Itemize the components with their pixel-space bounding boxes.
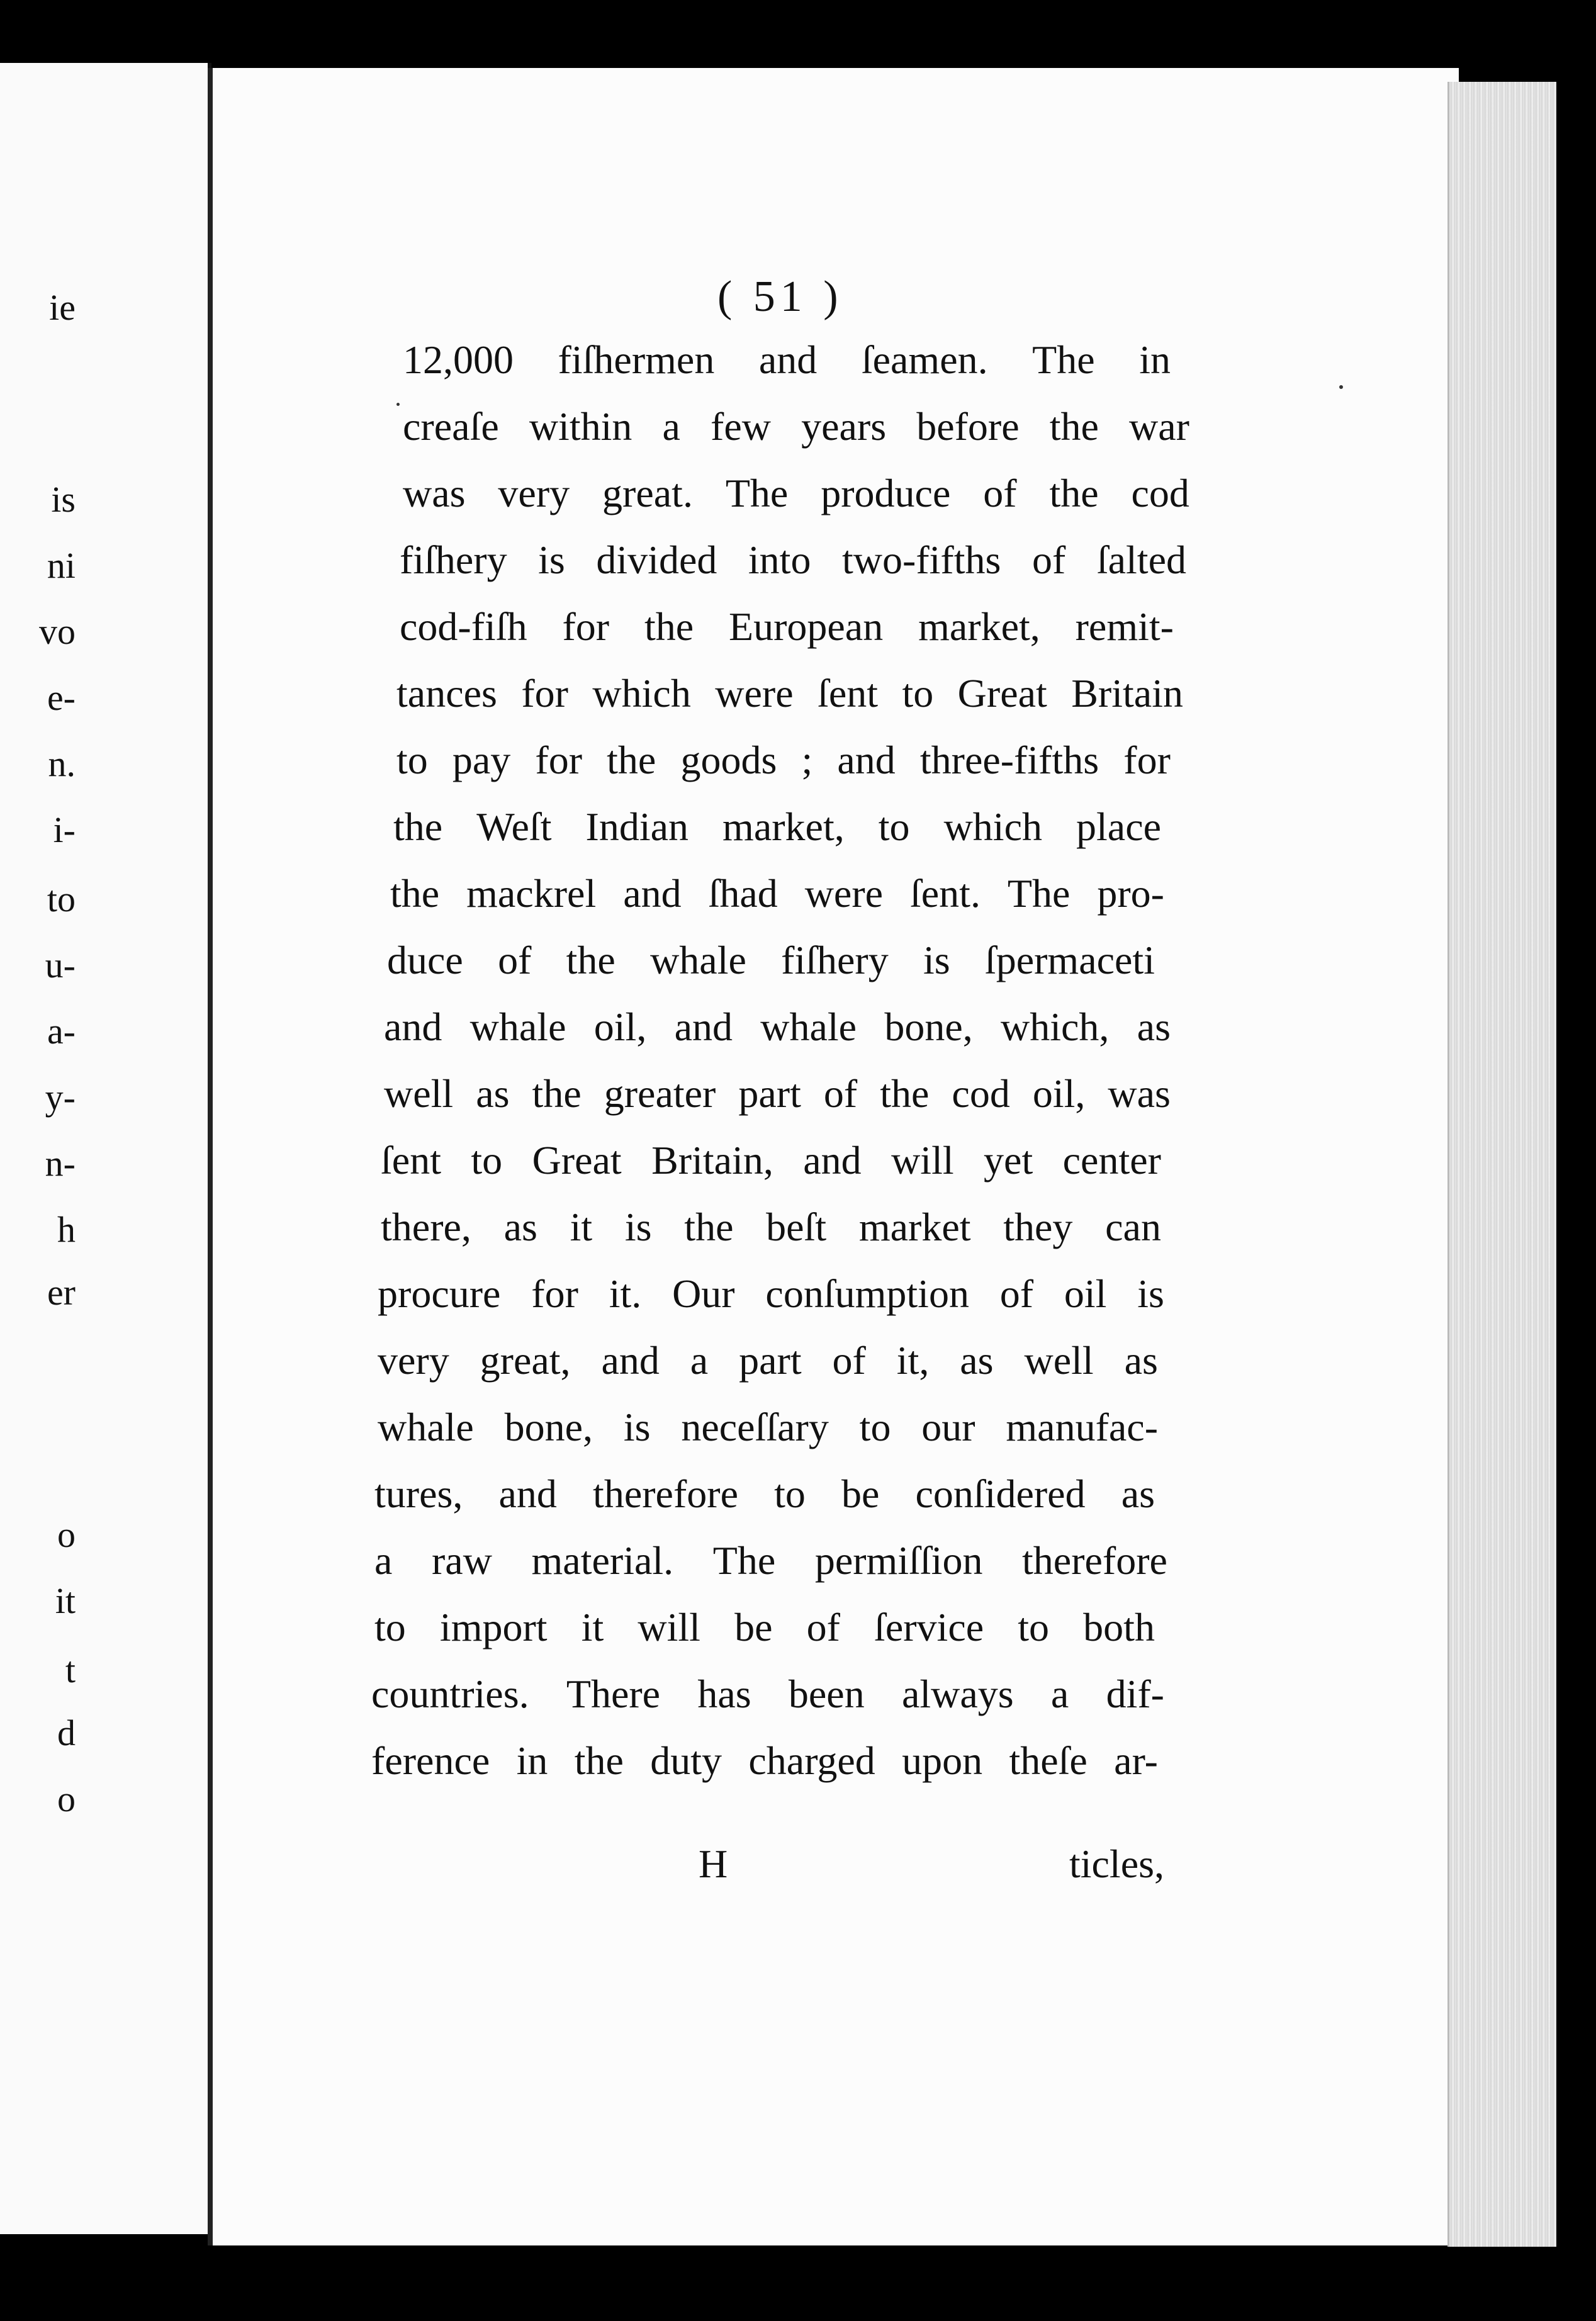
text-line	[396, 740, 1171, 780]
word: Great	[957, 671, 1047, 716]
word: will	[891, 1138, 954, 1183]
text-line	[374, 1538, 1167, 1583]
word: market	[858, 1205, 971, 1249]
left-page-fragment: n.	[48, 743, 76, 784]
left-facing-page	[0, 63, 211, 2234]
text-line	[381, 1207, 1161, 1247]
word: to	[396, 738, 428, 782]
word: and	[758, 337, 818, 382]
word: a	[1050, 1672, 1069, 1716]
word: be	[841, 1471, 880, 1516]
word: to	[774, 1471, 806, 1516]
word: in	[1139, 337, 1171, 382]
word: part	[739, 1338, 802, 1383]
word: the	[1049, 404, 1099, 449]
word: duce	[387, 938, 463, 982]
word: of	[806, 1605, 840, 1649]
word: well	[384, 1071, 454, 1116]
left-page-fragment: h	[57, 1209, 76, 1250]
left-page-fragment: e-	[47, 677, 76, 718]
word: will	[638, 1605, 700, 1649]
word: as	[960, 1338, 994, 1383]
text-line	[403, 337, 1171, 382]
word: a	[662, 404, 680, 449]
word: which,	[1001, 1004, 1110, 1049]
word: few	[711, 404, 771, 449]
word: pay	[452, 738, 511, 782]
word: and	[498, 1471, 557, 1516]
word: produce	[821, 471, 951, 515]
left-page-fragment: it	[55, 1580, 76, 1621]
left-page-fragment: to	[47, 879, 76, 919]
word: is	[923, 938, 950, 982]
word: and	[384, 1004, 442, 1049]
word: to	[471, 1138, 503, 1183]
word: the	[880, 1071, 930, 1116]
word: which	[943, 804, 1042, 849]
word: fiſhery	[400, 537, 507, 582]
word: for	[531, 1271, 578, 1316]
text-line	[378, 1271, 1164, 1316]
word: always	[901, 1672, 1014, 1716]
word: they	[1003, 1205, 1073, 1249]
word: of	[1031, 537, 1066, 582]
page-edges	[1447, 82, 1556, 2247]
left-page-fragment: is	[51, 479, 76, 520]
word: whale	[469, 1004, 566, 1049]
word: it.	[609, 1271, 642, 1316]
word: The	[1032, 337, 1095, 382]
word: two-fifths	[842, 537, 1001, 582]
word: was	[1108, 1071, 1171, 1116]
word: of	[498, 938, 532, 982]
text-line	[374, 1607, 1155, 1648]
word: fiſhermen	[558, 337, 715, 382]
word: material.	[531, 1538, 674, 1583]
left-page-fragment: t	[65, 1649, 76, 1690]
word: place	[1076, 804, 1161, 849]
catchword: ticles,	[1069, 1841, 1164, 1886]
word: ſent	[381, 1138, 441, 1183]
word: and	[623, 871, 682, 916]
word: mackrel	[466, 871, 597, 916]
word: it	[570, 1205, 593, 1249]
word: oil,	[1032, 1071, 1086, 1116]
word: is	[623, 1405, 651, 1449]
word: can	[1105, 1205, 1161, 1249]
word: to	[902, 671, 934, 716]
word: very	[378, 1338, 449, 1383]
word: well	[1024, 1338, 1094, 1383]
left-page-fragment: a-	[47, 1011, 76, 1052]
left-page-fragment: o	[57, 1514, 76, 1555]
word: in	[516, 1738, 548, 1783]
word: of	[999, 1271, 1034, 1316]
word: it,	[896, 1338, 930, 1383]
text-line	[371, 1674, 1164, 1714]
word: greater	[604, 1071, 716, 1116]
word: three-fifths	[919, 738, 1099, 782]
word: neceſſary	[681, 1405, 829, 1449]
word: to	[878, 804, 910, 849]
left-page-fragment: o	[57, 1779, 76, 1819]
ink-speck	[1339, 385, 1343, 389]
word: The	[725, 471, 789, 515]
left-page-fragment: er	[47, 1272, 76, 1313]
text-line	[371, 1738, 1158, 1783]
word: goods	[680, 738, 777, 782]
word: very	[498, 471, 570, 515]
word: of	[832, 1338, 866, 1383]
word: oil	[1064, 1271, 1107, 1316]
word: ference	[371, 1738, 490, 1783]
word: for	[521, 671, 568, 716]
word: into	[748, 537, 811, 582]
word: creaſe	[403, 404, 499, 449]
word: The	[1007, 871, 1071, 916]
word: the	[644, 604, 694, 649]
word: the	[393, 804, 443, 849]
word: market,	[722, 804, 845, 849]
word: duty	[650, 1738, 722, 1783]
word: war	[1129, 404, 1189, 449]
signature-mark: H	[699, 1841, 728, 1886]
text-line	[390, 871, 1164, 916]
word: is	[538, 537, 565, 582]
word: ſervice	[874, 1605, 984, 1649]
word: the	[607, 738, 656, 782]
word: there,	[381, 1205, 471, 1249]
text-line	[381, 1140, 1161, 1181]
word: countries.	[371, 1672, 529, 1716]
left-page-fragment: u-	[45, 945, 76, 986]
word: ſent	[818, 671, 878, 716]
word: as	[1124, 1338, 1158, 1383]
word: years	[801, 404, 887, 449]
word: ſeamen.	[861, 337, 988, 382]
word: be	[734, 1605, 773, 1649]
word: a	[374, 1538, 393, 1583]
word: Britain,	[651, 1138, 773, 1183]
word: bone,	[884, 1004, 973, 1049]
word: is	[624, 1205, 652, 1249]
word: whale	[650, 938, 746, 982]
word: cod-fiſh	[400, 604, 527, 649]
word: the	[532, 1071, 582, 1116]
word: pro-	[1097, 871, 1164, 916]
word: dif-	[1106, 1672, 1164, 1716]
word: market,	[918, 604, 1040, 649]
word: ſhad	[708, 871, 778, 916]
word: Weſt	[476, 804, 552, 849]
word: and	[803, 1138, 862, 1183]
ink-speck	[396, 403, 400, 406]
word: and	[674, 1004, 733, 1049]
word: ſalted	[1096, 537, 1186, 582]
word: been	[788, 1672, 865, 1716]
word: part	[738, 1071, 801, 1116]
left-page-fragment: i-	[53, 809, 76, 850]
word: to	[859, 1405, 891, 1449]
word: the	[1049, 471, 1099, 515]
word: great,	[480, 1338, 571, 1383]
left-page-fragment: d	[57, 1712, 76, 1753]
word: our	[921, 1405, 975, 1449]
word: as	[503, 1205, 537, 1249]
word: remit-	[1075, 604, 1174, 649]
word: was	[403, 471, 466, 515]
left-page-fragment: n-	[45, 1143, 76, 1184]
word: whale	[378, 1405, 474, 1449]
text-line	[400, 537, 1186, 582]
word: has	[697, 1672, 751, 1716]
word: oil,	[593, 1004, 647, 1049]
word: yet	[984, 1138, 1033, 1183]
left-page-fragment: ni	[47, 545, 76, 586]
word: and	[601, 1338, 660, 1383]
word: There	[566, 1672, 661, 1716]
word: bone,	[504, 1405, 593, 1449]
text-line	[387, 940, 1155, 981]
word: permiſſion	[814, 1538, 983, 1583]
text-line	[396, 673, 1183, 714]
word: were	[715, 671, 794, 716]
word: of	[823, 1071, 858, 1116]
word: the	[574, 1738, 624, 1783]
word: ſent.	[909, 871, 981, 916]
word: 12,000	[403, 337, 514, 382]
word: Our	[672, 1271, 735, 1316]
word: to	[1018, 1605, 1050, 1649]
word: center	[1062, 1138, 1161, 1183]
word: which	[592, 671, 691, 716]
text-line	[403, 473, 1189, 514]
word: before	[916, 404, 1020, 449]
word: cod	[1131, 471, 1189, 515]
text-line	[403, 404, 1189, 449]
text-line	[393, 804, 1161, 849]
word: is	[1137, 1271, 1164, 1316]
word: the	[390, 871, 440, 916]
word: were	[804, 871, 884, 916]
word: as	[1121, 1471, 1155, 1516]
word: for	[562, 604, 610, 649]
word: a	[690, 1338, 709, 1383]
word: ſpermaceti	[984, 938, 1155, 982]
word: the	[684, 1205, 734, 1249]
word: as	[1137, 1004, 1171, 1049]
word: it	[581, 1605, 604, 1649]
word: Great	[532, 1138, 622, 1183]
word: raw	[431, 1538, 492, 1583]
word: to	[374, 1605, 406, 1649]
word: Britain	[1071, 671, 1183, 716]
word: cod	[952, 1071, 1010, 1116]
word: for	[535, 738, 583, 782]
word: upon	[902, 1738, 983, 1783]
left-page-fragment: y-	[45, 1077, 76, 1118]
text-line	[384, 1071, 1171, 1116]
word: charged	[748, 1738, 875, 1783]
word: The	[712, 1538, 776, 1583]
word: and	[837, 738, 896, 782]
word: beſt	[766, 1205, 827, 1249]
word: fiſhery	[781, 938, 889, 982]
word: the	[566, 938, 615, 982]
text-line	[378, 1340, 1158, 1381]
left-page-fragment: ie	[49, 287, 76, 328]
word: theſe	[1009, 1738, 1087, 1783]
word: tances	[396, 671, 497, 716]
word: conſumption	[765, 1271, 969, 1316]
word: of	[983, 471, 1017, 515]
word: within	[529, 404, 632, 449]
word: whale	[760, 1004, 857, 1049]
word: conſidered	[915, 1471, 1086, 1516]
word: European	[728, 604, 884, 649]
word: as	[476, 1071, 510, 1116]
word: ar-	[1114, 1738, 1158, 1783]
text-line	[400, 604, 1174, 649]
word: for	[1123, 738, 1171, 782]
left-page-text-fragments	[0, 63, 76, 2234]
word: divided	[596, 537, 717, 582]
word: ;	[801, 738, 813, 782]
text-line	[384, 1004, 1171, 1049]
word: both	[1083, 1605, 1155, 1649]
word: import	[439, 1605, 548, 1649]
word: procure	[378, 1271, 501, 1316]
left-page-fragment: vo	[39, 611, 76, 652]
word: Indian	[585, 804, 688, 849]
word: manufac-	[1006, 1405, 1158, 1449]
word: tures,	[374, 1471, 463, 1516]
page-number-header: ( 51 )	[717, 273, 843, 321]
text-line	[374, 1471, 1155, 1516]
word: therefore	[1022, 1538, 1167, 1583]
word: great.	[602, 471, 693, 515]
word: therefore	[593, 1471, 738, 1516]
text-line	[378, 1407, 1158, 1447]
